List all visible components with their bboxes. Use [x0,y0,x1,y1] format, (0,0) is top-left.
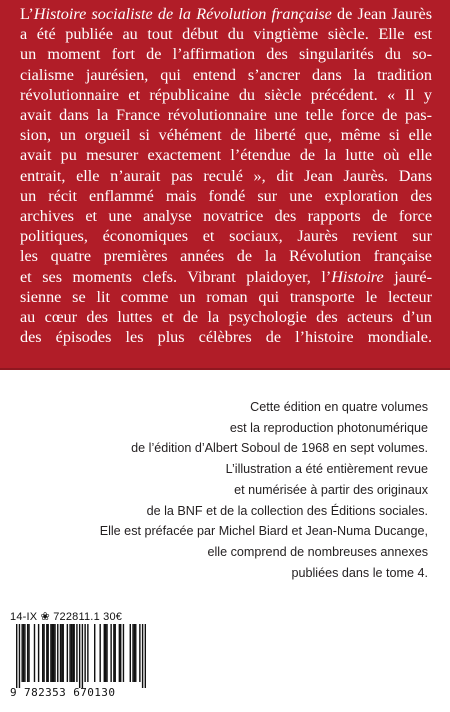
blurb-text: sion, un orgueil si véhément de liberté que, même si elle [20,126,432,145]
barcode-bar [123,624,124,682]
blurb-line [20,166,432,186]
barcode-bar [54,624,55,682]
barcode-bar [71,624,72,682]
barcode-bar [113,624,114,682]
barcode-bar [23,624,24,682]
barcode-bar [61,624,62,682]
barcode-bar [119,624,120,682]
barcode-bar [130,624,131,682]
blurb-text: avait pu mesurer exactement l’étendue de la lutte où elle [20,146,432,165]
price-code: 14-IX ❀ 722811.1 30€ [10,611,123,623]
blurb-line [20,287,432,307]
barcode-bar [73,624,74,682]
blurb-text: les quatre premières années de la Révolution française [20,247,432,266]
blurb-line [20,206,432,226]
blurb-line [20,85,432,105]
barcode-bar [16,624,17,688]
blurb-line [20,4,432,24]
barcode-icon [16,624,146,688]
blurb-line [20,125,432,145]
blurb-line [20,246,432,266]
barcode-bar [53,624,54,682]
blurb-line [20,24,432,44]
barcode-bar [63,624,64,682]
barcode-bar [27,624,28,682]
barcode-bar [67,624,68,682]
blurb-text: avait dans la France révolutionnaire une telle force de pas- [20,106,432,125]
edition-line: de l’édition d’Albert Soboul de 1968 en sept volumes. [131,441,428,456]
edition-line: Cette édition en quatre volumes [250,400,428,414]
blurb-text: entrait, elle n’aurait pas reculé », dit Jean Jaurès. Dans [20,166,432,185]
edition-line: de la BNF et de la collection des Éditions sociales. [146,503,428,518]
edition-line: L’illustration a été entièrement revue [225,462,428,477]
barcode-bar [79,624,80,688]
blurb-line [20,105,432,125]
blurb-text: révolutionnaire et républicaine du siècle précédent. « Il y [20,85,432,104]
blurb-text: et ses moments clefs. Vibrant plaidoyer, l’ [20,267,332,286]
barcode-bar [60,624,61,682]
blurb-line [20,145,432,165]
edition-line: est la reproduction photonumérique [229,420,428,435]
barcode-bar [24,624,25,682]
barcode-bar [52,624,53,682]
edition-line: et numérisée à partir des originaux [234,482,428,497]
barcode-bar [69,624,70,682]
barcode-bar [47,624,48,682]
isbn-number: 9 782353 670130 [10,686,116,699]
edition-line: publiées dans le tome 4. [291,565,428,580]
blurb-title-italic: Histoire socialiste de la Révolution française [33,5,332,23]
barcode-bar [142,624,143,688]
blurb-title-italic: Histoire [331,267,384,286]
barcode-bar [106,624,107,682]
edition-line: Elle est préfacée par Michel Biard et Jean-Numa Ducange, [99,524,428,539]
barcode-bar [132,624,133,682]
barcode-bar [72,624,73,682]
panel-divider [0,368,450,370]
blurb-line [20,307,432,327]
blurb-line [20,44,432,64]
blurb-text: au cœur des luttes et de la psychologie des acteurs d’un [20,308,432,327]
blurb-line [20,226,432,246]
barcode-bar [120,624,121,682]
barcode-bar [46,624,47,682]
barcode-bar [105,624,106,682]
barcode-bar [57,624,58,682]
barcode-bar [43,624,44,682]
edition-note [8,397,428,583]
barcode-bar [87,624,88,682]
blurb-line [20,267,432,287]
blurb-text: politiques, économiques et sociaux, Jaurès revient sur [20,227,432,246]
blurb-text: un récit enflammé mais fondé sur une exploration des [20,186,432,205]
barcode-bar [76,624,77,682]
barcode-bar [38,624,39,682]
blurb-line [20,327,432,347]
barcode-bar [139,624,140,682]
blurb-text: cialisme jaurésien, qui entend s’ancrer dans la tradition [20,65,432,84]
blurb-text: L’ [20,5,34,23]
barcode-bar [84,624,85,682]
blurb-text: sienne se lit comme un roman qui transporte le lecteur [20,287,432,306]
barcode-bar [110,624,111,682]
blurb-text: un moment fort de l’affirmation des singularités du so- [20,45,432,64]
barcode-bar [42,624,43,682]
barcode-bar [28,624,29,682]
back-cover-blurb [20,4,432,347]
barcode-bar [145,624,146,688]
edition-line: elle comprend de nombreuses annexes [207,544,428,559]
blurb-text: des épisodes les plus célèbres de l’histoire mondiale. [20,328,432,347]
barcode-bar [99,624,100,682]
blurb-text: jauré- [383,267,432,286]
barcode-bar [50,624,51,682]
barcode-bar [34,624,35,682]
blurb-line [20,186,432,206]
barcode-bar [134,624,135,682]
barcode-bar [104,624,105,682]
blurb-line [20,65,432,85]
barcode-bar [115,624,116,682]
barcode-bar [19,624,20,688]
barcode-bar [21,624,22,682]
blurb-text: de Jean Jaurès [331,5,433,23]
barcode-bar [135,624,136,682]
blurb-text: a été publiée au tout début du vingtième siècle. Elle est [20,25,432,44]
barcode-bar [94,624,95,682]
barcode-bar [82,624,83,688]
blurb-text: archives et une analyse novatrice des rapports de force [20,207,432,226]
